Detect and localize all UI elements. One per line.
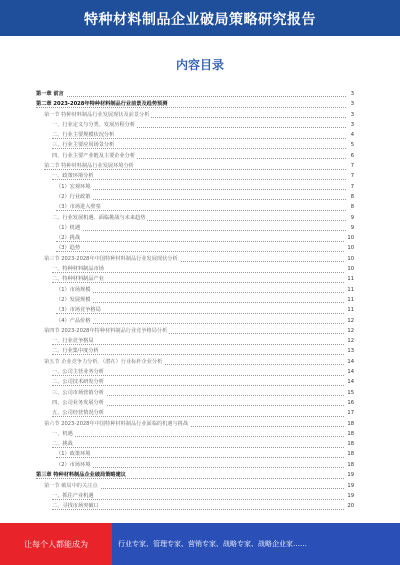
toc-entry-page: 19 xyxy=(345,481,354,491)
toc-entry-text: 二、挑战 xyxy=(52,441,73,448)
toc-entry-page: 11 xyxy=(345,274,354,284)
toc-entry-page: 9 xyxy=(349,223,354,233)
toc-entry-text: 第二节 特种材料制品行业发展环境分析 xyxy=(44,163,134,170)
toc-leader-dots xyxy=(52,344,346,345)
toc-entry-page: 11 xyxy=(345,295,354,305)
toc-entry-text: 第三节 2023-2028年中国特种材料制品行业发展现状分析 xyxy=(44,255,178,262)
toc-entry-page: 18 xyxy=(345,419,354,429)
toc-entry-text: 第三章 特种材料制品企业破局策略建议 xyxy=(36,472,126,479)
toc-entry-page: 10 xyxy=(345,264,354,274)
toc-leader-dots xyxy=(52,179,346,180)
toc-title: 内容目录 xyxy=(175,58,224,72)
toc-entry-text: 四、行业主要产业链及主要企业分析 xyxy=(52,152,136,159)
toc-entry-page: 3 xyxy=(349,120,354,130)
toc-entry-text: （1）宏观环境 xyxy=(56,183,91,190)
toc-entry-text: （1）机遇 xyxy=(56,224,81,231)
toc-entry[interactable] xyxy=(36,491,354,501)
toc-entry[interactable] xyxy=(36,161,354,171)
footer-tagline: 行业专家、管理专家、营销专家、战略专家、战略企业家…… xyxy=(118,540,307,548)
toc-leader-dots xyxy=(56,230,346,231)
toc-entry-text: 二、行业发展机遇、面临挑战与未来趋势 xyxy=(52,214,146,221)
toc-entry-page: 11 xyxy=(345,305,354,315)
toc-entry-text: （3）市场进入壁垒 xyxy=(56,204,101,211)
toc-entry[interactable] xyxy=(36,274,354,284)
toc-entry-page: 10 xyxy=(345,233,354,243)
toc-entry[interactable] xyxy=(36,388,354,398)
toc-entry[interactable] xyxy=(36,398,354,408)
toc-entry-text: 第五节 企业竞争力分析、（潜在）行业标杆企业分析 xyxy=(44,358,163,365)
toc-leader-dots xyxy=(56,189,346,190)
toc-entry[interactable] xyxy=(36,171,354,181)
toc-entry-page: 5 xyxy=(349,140,354,150)
toc-entry[interactable] xyxy=(36,295,354,305)
toc-entry-text: 三、公司市场营销分析 xyxy=(52,389,104,396)
toc-entry[interactable] xyxy=(36,316,354,326)
toc-entry[interactable] xyxy=(36,182,354,192)
toc-entry-text: 二、寻找市场突破口 xyxy=(52,503,99,510)
toc-entry[interactable] xyxy=(36,481,354,491)
footer-slogan: 让每个人都能成为 xyxy=(24,540,88,549)
toc-entry-text: 第四节 2023-2028年特种材料制品行业竞争格局分析 xyxy=(44,327,168,334)
toc-entry[interactable] xyxy=(36,213,354,223)
report-title: 特种材料制品企业破局策略研究报告 xyxy=(84,12,316,28)
toc-leader-dots xyxy=(56,292,346,293)
toc-entry[interactable] xyxy=(36,367,354,377)
toc-entry-text: 二、行业主要规模状况分析 xyxy=(52,132,115,139)
toc-entry-text: 第六节 2023-2028年中国特种材料制品行业面临的机遇与挑战 xyxy=(44,420,189,427)
toc-entry-text: 二、公司技术研发分析 xyxy=(52,379,104,386)
toc-entry[interactable] xyxy=(36,140,354,150)
toc-entry-page: 14 xyxy=(345,377,354,387)
toc-entry[interactable] xyxy=(36,192,354,202)
toc-entry-text: 一、行业竞争格局 xyxy=(52,338,94,345)
toc-entry[interactable] xyxy=(36,264,354,274)
toc-leader-dots xyxy=(56,323,346,324)
toc-entry[interactable] xyxy=(36,357,354,367)
table-of-contents xyxy=(36,88,354,512)
toc-entry-text: （3）趋势 xyxy=(56,245,81,252)
toc-entry[interactable] xyxy=(36,460,354,470)
report-header xyxy=(0,0,400,36)
toc-entry-page: 19 xyxy=(345,470,354,480)
toc-leader-dots xyxy=(52,499,346,500)
toc-entry-page: 8 xyxy=(349,192,354,202)
toc-entry-page: 3 xyxy=(349,110,354,120)
toc-entry[interactable] xyxy=(36,377,354,387)
toc-entry-page: 18 xyxy=(345,449,354,459)
toc-entry-page: 14 xyxy=(345,357,354,367)
toc-entry-page: 15 xyxy=(345,388,354,398)
toc-entry-page: 19 xyxy=(345,491,354,501)
toc-entry-page: 12 xyxy=(345,336,354,346)
toc-entry-text: （2）发展规模 xyxy=(56,296,91,303)
toc-entry[interactable] xyxy=(36,408,354,418)
toc-entry-text: 第一节 破局中的关注点 xyxy=(44,482,98,489)
toc-entry-page: 6 xyxy=(349,151,354,161)
toc-entry-page: 10 xyxy=(345,243,354,253)
toc-entry-page: 7 xyxy=(349,161,354,171)
toc-entry[interactable] xyxy=(36,305,354,315)
toc-entry[interactable] xyxy=(36,223,354,233)
toc-entry-text: 二、行业集中度分析 xyxy=(52,348,99,355)
toc-entry-text: 一、公司主营业务分析 xyxy=(52,369,104,376)
toc-entry[interactable] xyxy=(36,449,354,459)
toc-entry[interactable] xyxy=(36,336,354,346)
toc-entry-page: 7 xyxy=(349,182,354,192)
toc-entry-text: 一、行业定义与分类、发展历程分析 xyxy=(52,121,136,128)
toc-leader-dots xyxy=(36,96,346,97)
toc-entry-text: 第一节 特种材料制品行业发展现状及前景分析 xyxy=(44,111,150,118)
toc-entry[interactable] xyxy=(36,99,354,109)
toc-entry[interactable] xyxy=(36,326,354,336)
toc-entry-page: 14 xyxy=(345,367,354,377)
toc-entry[interactable] xyxy=(36,439,354,449)
toc-leader-dots xyxy=(56,302,346,303)
toc-entry-text: 一、特种材料制品市场 xyxy=(52,266,104,273)
toc-entry-text: 第一章 前言 xyxy=(36,90,64,97)
toc-entry-page: 10 xyxy=(345,254,354,264)
toc-entry-text: 第二章 2023-2028年特种材料制品行业前景及趋势预测 xyxy=(36,101,168,108)
toc-entry-page: 20 xyxy=(345,501,354,511)
toc-entry[interactable] xyxy=(36,419,354,429)
toc-entry[interactable] xyxy=(36,233,354,243)
toc-entry-page: 3 xyxy=(349,89,354,99)
toc-entry-text: （4）产品价格 xyxy=(56,317,91,324)
toc-entry-page: 17 xyxy=(345,408,354,418)
toc-entry-text: （1）市场规模 xyxy=(56,286,91,293)
toc-entry-text: 五、公司经营情况分析 xyxy=(52,410,104,417)
toc-entry-page: 18 xyxy=(345,429,354,439)
toc-entry-page: 3 xyxy=(349,99,354,109)
toc-leader-dots xyxy=(56,457,346,458)
toc-entry[interactable] xyxy=(36,110,354,120)
toc-leader-dots xyxy=(36,478,346,479)
toc-entry-page: 7 xyxy=(349,171,354,181)
toc-entry-page: 9 xyxy=(349,213,354,223)
toc-entry-text: （1）政策环境 xyxy=(56,451,91,458)
toc-entry-text: （3）市场竞争格局 xyxy=(56,307,101,314)
toc-entry[interactable] xyxy=(36,130,354,140)
toc-leader-dots xyxy=(52,354,346,355)
toc-leader-dots xyxy=(56,251,346,252)
toc-entry[interactable] xyxy=(36,470,354,480)
toc-leader-dots xyxy=(52,509,346,510)
toc-entry-page: 12 xyxy=(345,326,354,336)
toc-leader-dots xyxy=(56,199,346,200)
toc-leader-dots xyxy=(56,241,346,242)
toc-leader-dots xyxy=(52,447,346,448)
toc-entry-text: （2）行业政策 xyxy=(56,193,91,200)
toc-leader-dots xyxy=(52,148,346,149)
toc-entry-page: 12 xyxy=(345,316,354,326)
toc-entry[interactable] xyxy=(36,243,354,253)
toc-entry-text: 一、政策环境分析 xyxy=(52,173,94,180)
toc-entry[interactable] xyxy=(36,254,354,264)
toc-entry-page: 13 xyxy=(345,346,354,356)
toc-entry-page: 18 xyxy=(345,460,354,470)
toc-entry[interactable] xyxy=(36,89,354,99)
toc-entry-text: 四、公司业务发展分析 xyxy=(52,399,104,406)
toc-entry-text: （2）市场环境 xyxy=(56,461,91,468)
toc-entry[interactable] xyxy=(36,285,354,295)
toc-entry-page: 8 xyxy=(349,202,354,212)
toc-entry-page: 18 xyxy=(345,439,354,449)
toc-entry[interactable] xyxy=(36,151,354,161)
toc-entry[interactable] xyxy=(36,120,354,130)
toc-entry-text: 一、机遇 xyxy=(52,430,73,437)
toc-entry-page: 4 xyxy=(349,130,354,140)
toc-entry[interactable] xyxy=(36,202,354,212)
toc-entry-text: （2）挑战 xyxy=(56,235,81,242)
toc-entry-page: 11 xyxy=(345,285,354,295)
toc-leader-dots xyxy=(52,436,346,437)
toc-entry[interactable] xyxy=(36,346,354,356)
toc-entry[interactable] xyxy=(36,501,354,511)
toc-entry[interactable] xyxy=(36,429,354,439)
toc-leader-dots xyxy=(56,467,346,468)
toc-entry-text: 一、抓住产业机遇 xyxy=(52,493,94,500)
toc-entry-text: 二、特种材料制品产业 xyxy=(52,276,104,283)
toc-entry-text: 三、行业主要应用场景分析 xyxy=(52,142,115,149)
toc-entry-page: 16 xyxy=(345,398,354,408)
